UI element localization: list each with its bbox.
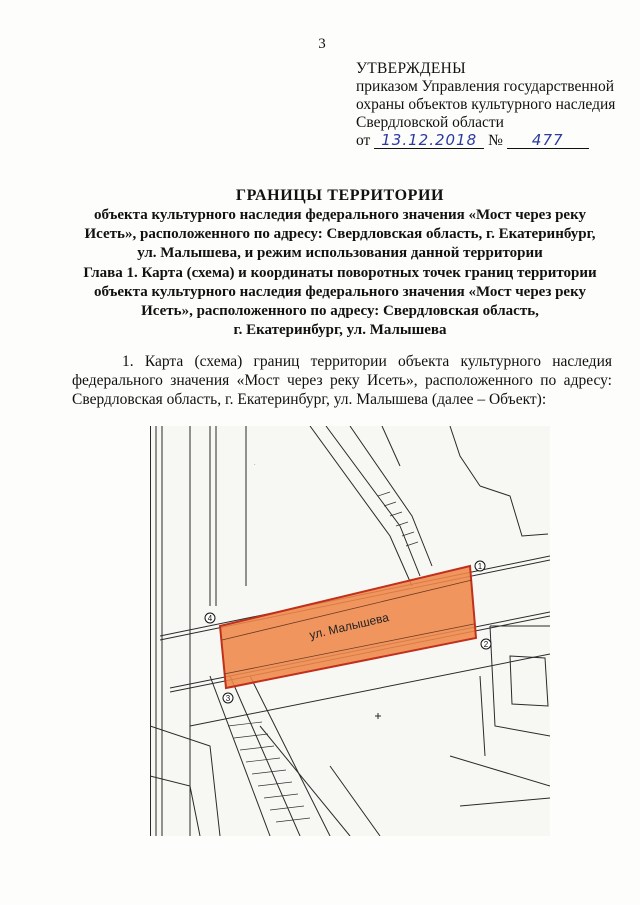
point-label-3: 3 — [225, 694, 231, 703]
number-prefix: № — [488, 132, 503, 149]
chapter-line-3: Исеть», расположенного по адресу: Свердловская область, — [141, 303, 539, 319]
map-survey-mark: · — [254, 462, 256, 468]
title-line-2: Исеть», расположенного по адресу: Свердловская область, г. Екатеринбург, — [84, 226, 596, 242]
approval-heading: УТВЕРЖДЕНЫ — [356, 60, 466, 77]
approval-date-line — [356, 132, 626, 150]
chapter-line-1: Глава 1. Карта (схема) и координаты поворотных точек границ территории — [83, 265, 597, 281]
approval-block — [356, 60, 626, 150]
document-title — [70, 186, 610, 263]
title-main: ГРАНИЦЫ ТЕРРИТОРИИ — [235, 187, 445, 204]
point-marker-2 — [481, 639, 491, 649]
approval-line-2: охраны объектов культурного наследия — [356, 96, 616, 113]
approval-line-3: Свердловской области — [356, 114, 504, 131]
map-svg — [150, 426, 550, 836]
chapter-line-4: г. Екатеринбург, ул. Малышева — [233, 322, 447, 338]
point-label-2: 2 — [483, 640, 489, 649]
point-marker-3 — [223, 693, 233, 703]
territory-map — [150, 426, 550, 836]
approval-line-1: приказом Управления государственной — [356, 78, 615, 95]
body-paragraph: 1. Карта (схема) границ территории объекта культурного наследия федерального значения «Мост через реку Исеть», расположенного по адресу: Свердловская область, г. Екатеринбург, ул. Малышева (далее – Объект): — [72, 353, 612, 408]
point-marker-1 — [475, 561, 485, 571]
handwritten-number: 477 — [507, 133, 589, 149]
point-label-1: 1 — [477, 562, 483, 571]
chapter-line-2: объекта культурного наследия федерального значения «Мост через реку — [93, 284, 587, 300]
chapter-heading — [70, 264, 610, 340]
handwritten-date: 13.12.2018 — [374, 133, 484, 149]
title-line-1: объекта культурного наследия федерального значения «Мост через реку — [93, 207, 587, 223]
point-label-4: 4 — [207, 614, 213, 623]
title-line-3: ул. Малышева, и режим использования данной территории — [137, 245, 543, 261]
point-marker-4 — [205, 613, 215, 623]
street-label: ул. Малышева — [308, 610, 391, 643]
date-prefix: от — [356, 132, 371, 149]
page-number: 3 — [318, 36, 326, 52]
